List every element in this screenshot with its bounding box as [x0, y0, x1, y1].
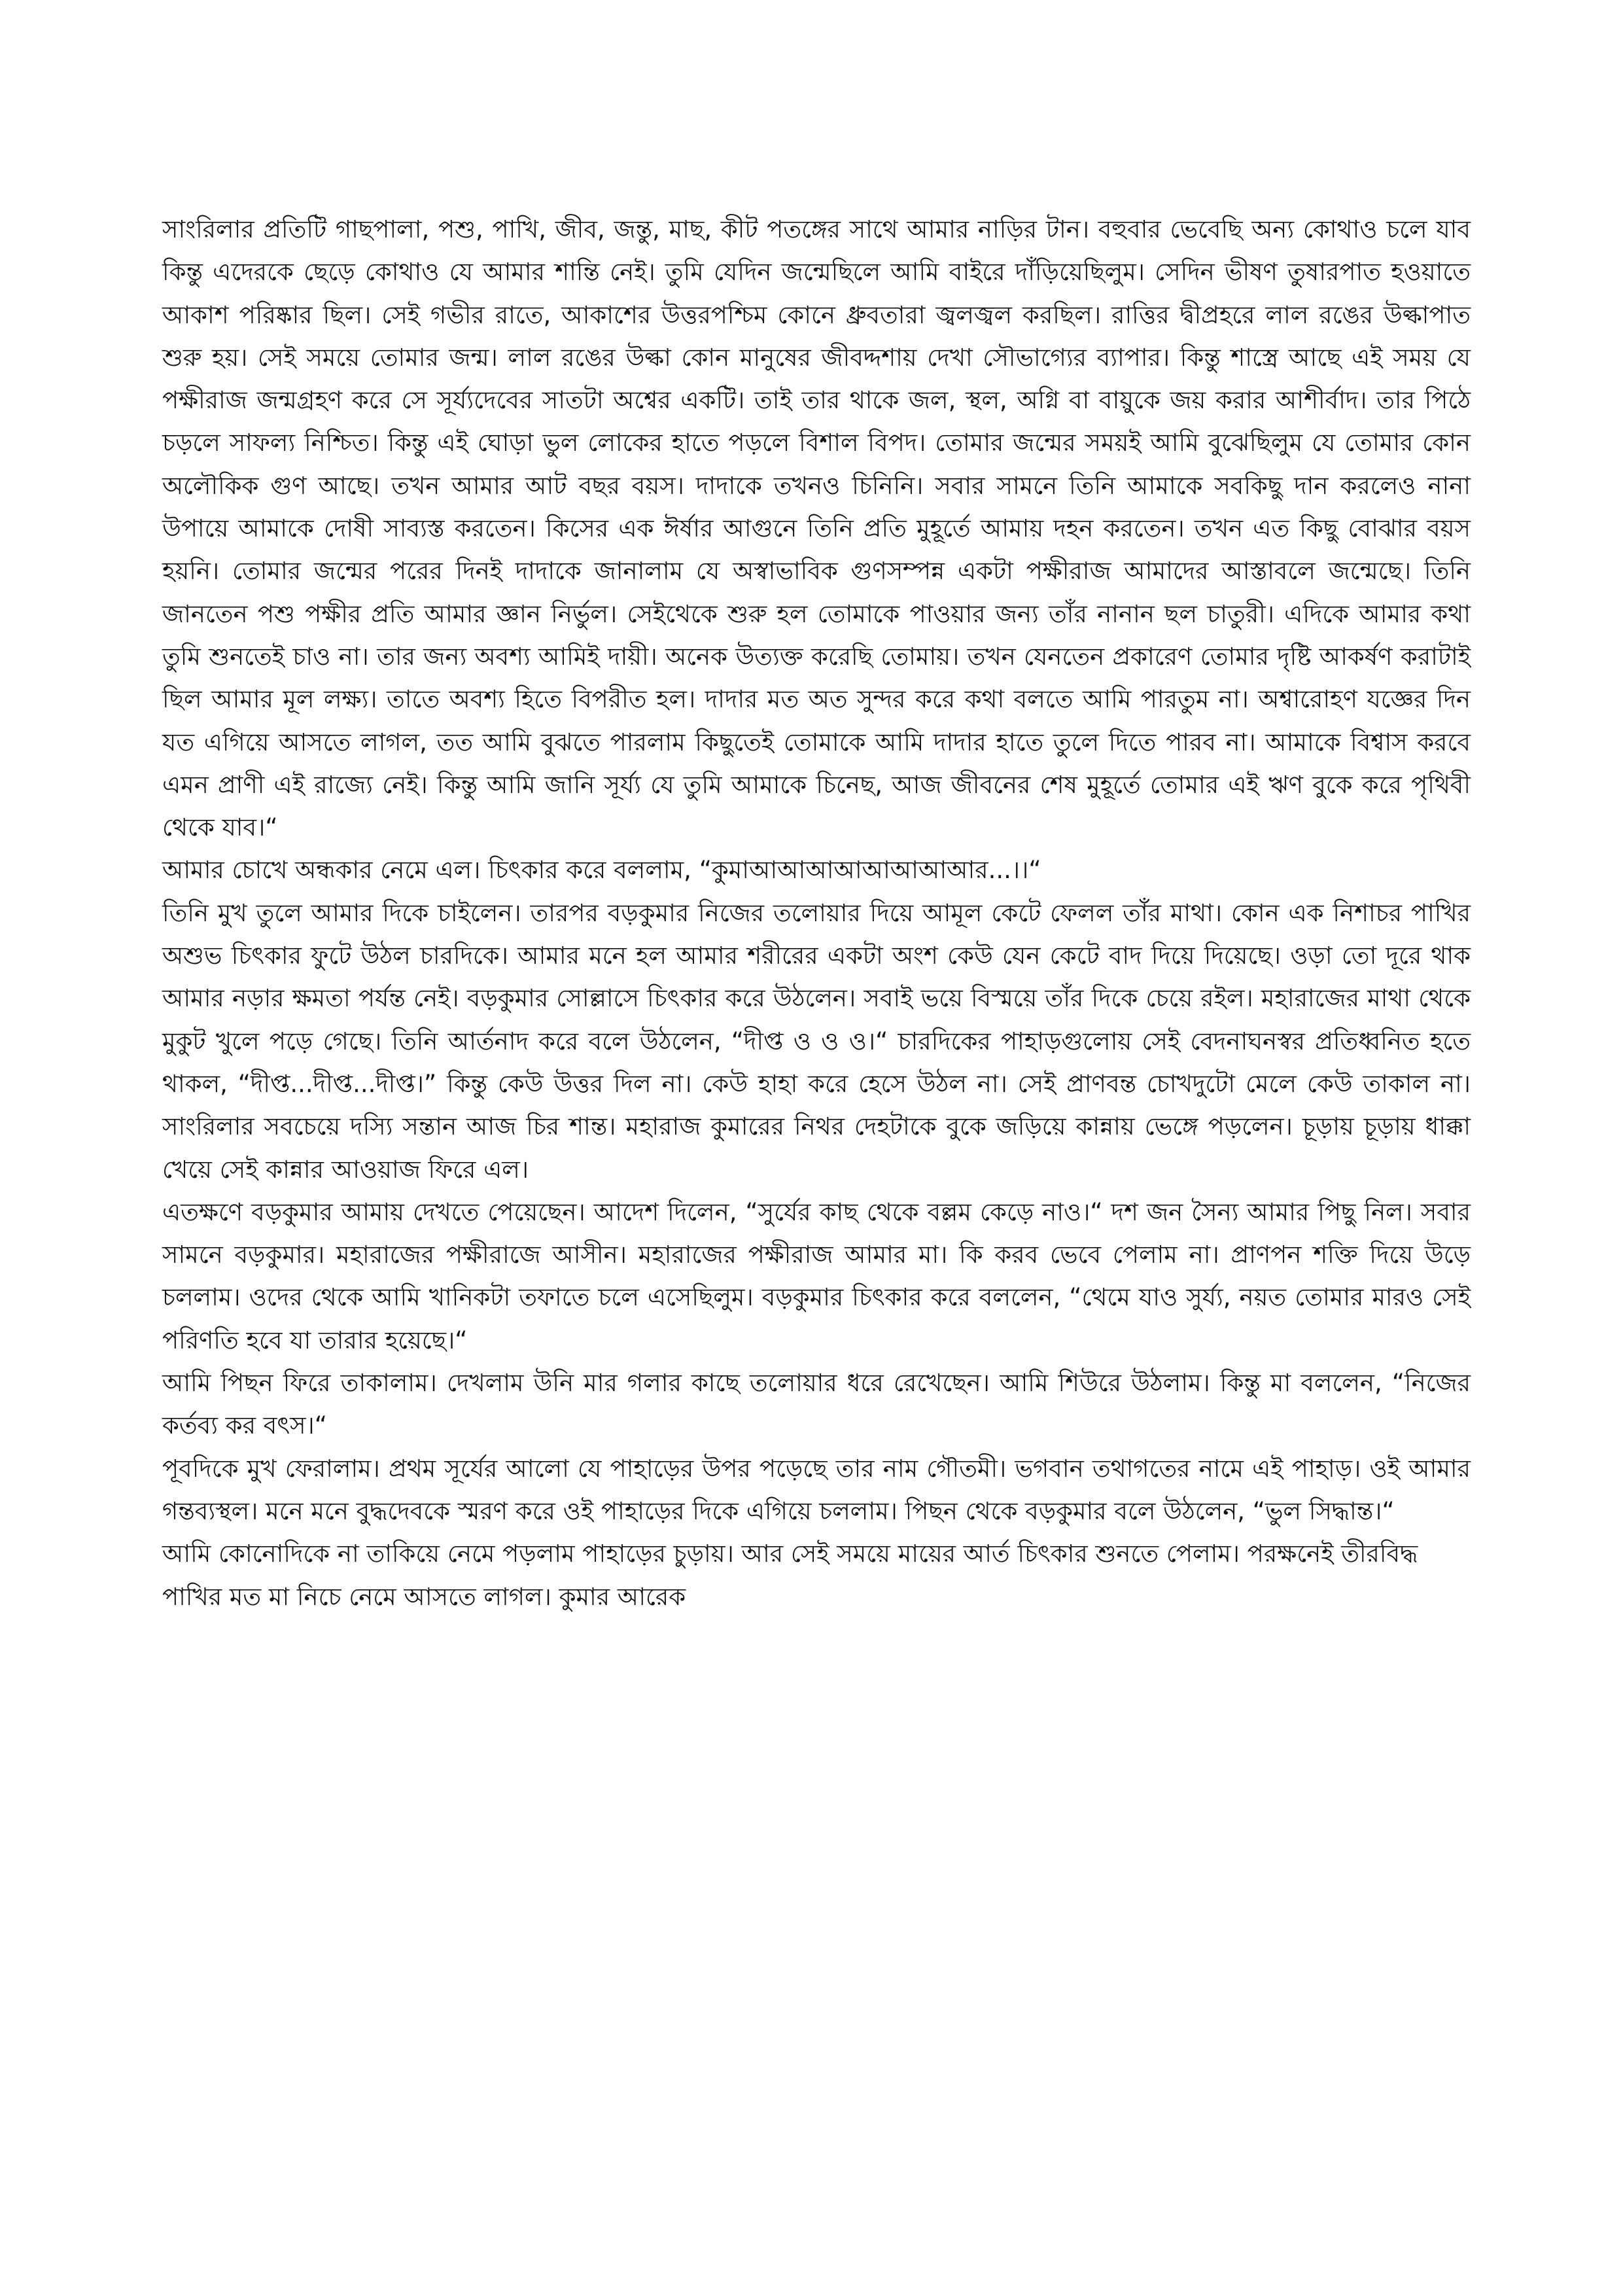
body-paragraph-5: আমি পিছন ফিরে তাকালাম। দেখলাম উনি মার গলার কাছে তলোয়ার ধরে রেখেছেন। আমি শিউরে উঠলাম। কিন্তু মা বললেন, “নিজের কর্তব্য কর বৎস।“	[162, 1369, 1471, 1440]
body-paragraph-2: আমার চোখে অন্ধকার নেমে এল। চিৎকার করে বললাম, “কুমাআআআআআআআআর...।।“	[162, 856, 1041, 885]
body-paragraph-7: আমি কোনোদিকে না তাকিয়ে নেমে পড়লাম পাহাড়ের চুড়ায়। আর সেই সময়ে মায়ের আর্ত চিৎকার শুনতে পেলাম। পরক্ষনেই তীরবিদ্ধ পাখির মত মা নিচে নেমে আসতে লাগল। কুমার আরেক	[162, 1540, 1418, 1611]
body-paragraph-1: সাংরিলার প্রতিটি গাছপালা, পশু, পাখি, জীব, জন্তু, মাছ, কীট পতঙ্গের সাথে আমার নাড়ির টান। বহুবার ভেবেছি অন্য কোথাও চলে যাব কিন্তু এদেরকে ছেড়ে কোথাও যে আমার শান্তি নেই। তুমি যেদিন জন্মেছিলে আমি বাইরে দাঁড়িয়েছিলুম। সেদিন ভীষণ তুষারপাত হওয়াতে আকাশ পরিষ্কার ছিল। সেই গভীর রাতে, আকাশের উত্তরপশ্চিম কোনে ধ্রুবতারা জ্বলজ্বল করছিল। রাত্তির দ্বীপ্রহরে লাল রঙের উল্কাপাত শুরু হয়। সেই সময়ে তোমার জন্ম। লাল রঙের উল্কা কোন মানুষের জীবদ্দশায় দেখা সৌভাগ্যের ব্যাপার। কিন্তু শাস্ত্রে আছে এই সময় যে পক্ষীরাজ জন্মগ্রহণ করে সে সূর্য্যদেবের সাতটা অশ্বের একটি। তাই তার থাকে জল, স্থল, অগ্নি বা বায়ুকে জয় করার আশীর্বাদ। তার পিঠে চড়লে সাফল্য নিশ্চিত। কিন্তু এই ঘোড়া ভুল লোকের হাতে পড়লে বিশাল বিপদ। তোমার জন্মের সময়ই আমি বুঝেছিলুম যে তোমার কোন অলৌকিক গুণ আছে। তখন আমার আট বছর বয়স। দাদাকে তখনও চিনিনি। সবার সামনে তিনি আমাকে সবকিছু দান করলেও নানা উপায়ে আমাকে দোষী সাব্যস্ত করতেন। কিসের এক ঈর্ষার আগুনে তিনি প্রতি মুহূর্তে আমায় দহন করতেন। তখন এত কিছু বোঝার বয়স হয়নি। তোমার জন্মের পরের দিনই দাদাকে জানালাম যে অস্বাভাবিক গুণসম্পন্ন একটা পক্ষীরাজ আমাদের আস্তাবলে জন্মেছে। তিনি জানতেন পশু পক্ষীর প্রতি আমার জ্ঞান নির্ভুল। সেইথেকে শুরু হল তোমাকে পাওয়ার জন্য তাঁর নানান ছল চাতুরী। এদিকে আমার কথা তুমি শুনতেই চাও না। তার জন্য অবশ্য আমিই দায়ী। অনেক উত্যক্ত করেছি তোমায়। তখন যেনতেন প্রকারেণ তোমার দৃষ্টি আকর্ষণ করাটাই ছিল আমার মূল লক্ষ্য। তাতে অবশ্য হিতে বিপরীত হল। দাদার মত অত সুন্দর করে কথা বলতে আমি পারতুম না। অশ্বারোহণ যজ্ঞের দিন যত এগিয়ে আসতে লাগল, তত আমি বুঝতে পারলাম কিছুতেই তোমাকে আমি দাদার হাতে তুলে দিতে পারব না। আমাকে বিশ্বাস করবে এমন প্রাণী এই রাজ্যে নেই। কিন্তু আমি জানি সূর্য্য যে তুমি আমাকে চিনেছ, আজ জীবনের শেষ মুহূর্তে তোমার এই ঋণ বুকে করে পৃথিবী থেকে যাব।“	[162, 215, 1471, 842]
body-paragraph-6: পূবদিকে মুখ ফেরালাম। প্রথম সূর্যের আলো যে পাহাড়ের উপর পড়েছে তার নাম গৌতমী। ভগবান তথাগতের নামে এই পাহাড়। ওই আমার গন্তব্যস্থল। মনে মনে বুদ্ধদেবকে স্মরণ করে ওই পাহাড়ের দিকে এগিয়ে চললাম। পিছন থেকে বড়কুমার বলে উঠলেন, “ভুল সিদ্ধান্ত।“	[162, 1454, 1471, 1525]
body-paragraph-3: তিনি মুখ তুলে আমার দিকে চাইলেন। তারপর বড়কুমার নিজের তলোয়ার দিয়ে আমূল কেটে ফেলল তাঁর মাথা। কোন এক নিশাচর পাখির অশুভ চিৎকার ফুটে উঠল চারদিকে। আমার মনে হল আমার শরীরের একটা অংশ কেউ যেন কেটে বাদ দিয়ে দিয়েছে। ওড়া তো দূরে থাক আমার নড়ার ক্ষমতা পর্যন্ত নেই। বড়কুমার সোল্লাসে চিৎকার করে উঠলেন। সবাই ভয়ে বিস্ময়ে তাঁর দিকে চেয়ে রইল। মহারাজের মাথা থেকে মুকুট খুলে পড়ে গেছে। তিনি আর্তনাদ করে বলে উঠলেন, “দীপ্ত ও ও ও।“ চারদিকের পাহাড়গুলোয় সেই বেদনাঘনস্বর প্রতিধ্বনিত হতে থাকল, “দীপ্ত...দীপ্ত...দীপ্ত।” কিন্তু কেউ উত্তর দিল না। কেউ হাহা করে হেসে উঠল না। সেই প্রাণবন্ত চোখদুটো মেলে কেউ তাকাল না। সাংরিলার সবচেয়ে দস্যি সন্তান আজ চির শান্ত। মহারাজ কুমারের নিথর দেহটাকে বুকে জড়িয়ে কান্নায় ভেঙ্গে পড়লেন। চূড়ায় চূড়ায় ধাক্কা খেয়ে সেই কান্নার আওয়াজ ফিরে এল।	[162, 898, 1471, 1184]
body-paragraph-4: এতক্ষণে বড়কুমার আমায় দেখতে পেয়েছেন। আদেশ দিলেন, “সুর্যের কাছ থেকে বল্লম কেড়ে নাও।“ দশ জন সৈন্য আমার পিছু নিল। সবার সামনে বড়কুমার। মহারাজের পক্ষীরাজে আসীন। মহারাজের পক্ষীরাজ আমার মা। কি করব ভেবে পেলাম না। প্রাণপন শক্তি দিয়ে উড়ে চললাম। ওদের থেকে আমি খানিকটা তফাতে চলে এসেছিলুম। বড়কুমার চিৎকার করে বললেন, “থেমে যাও সুর্য্য, নয়ত তোমার মারও সেই পরিণতি হবে যা তারার হয়েছে।“	[162, 1197, 1471, 1354]
document-page	[162, 208, 1471, 1618]
